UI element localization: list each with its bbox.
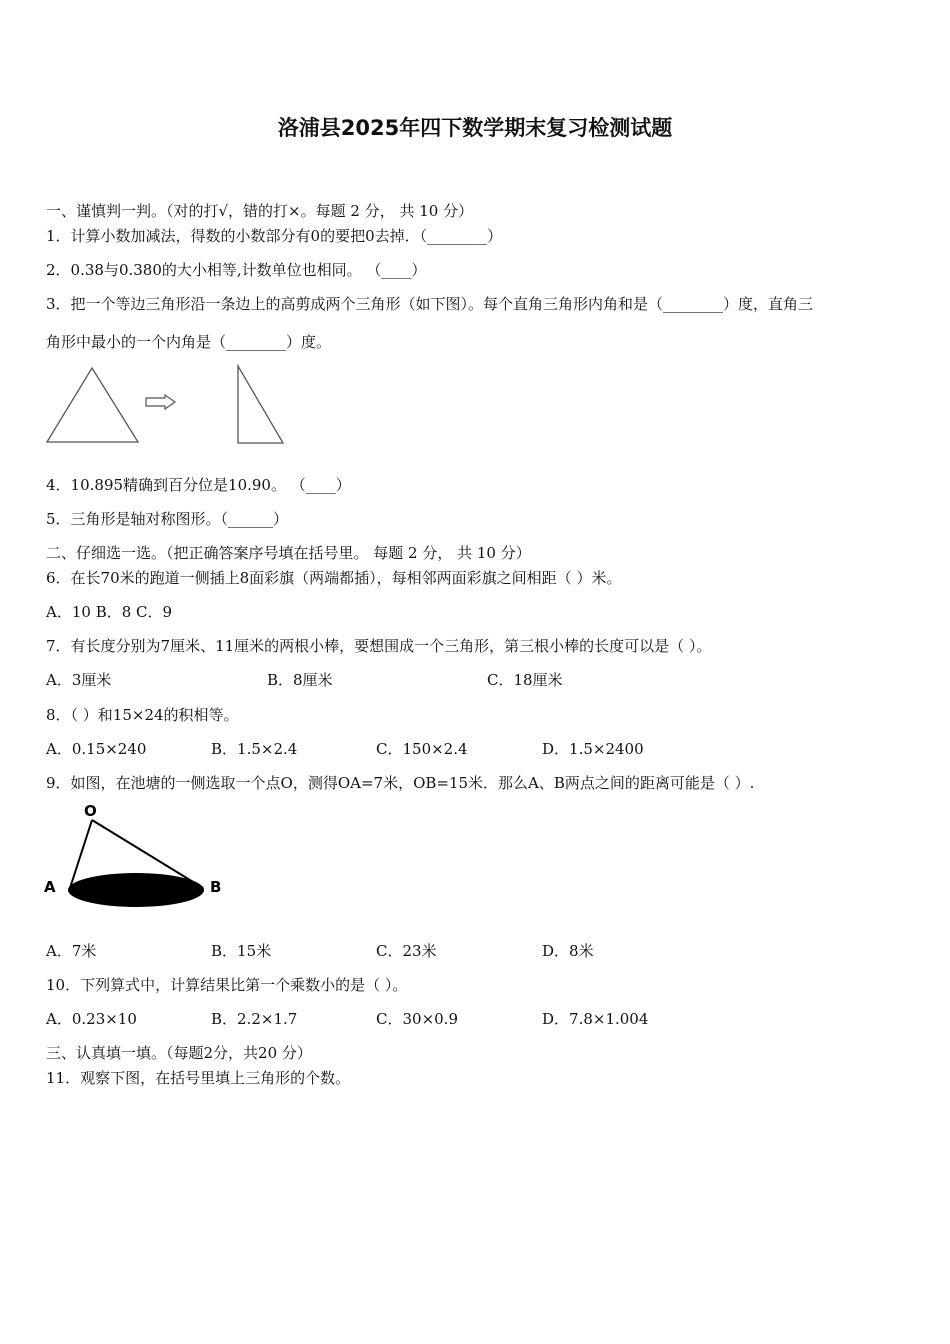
q10-option-c: C．30×0.9 <box>376 1010 458 1028</box>
q8-option-b: B．1.5×2.4 <box>211 740 298 758</box>
section-2-heading: 二、仔细选一选。（把正确答案序号填在括号里。 每题 2 分， 共 10 分） <box>46 544 531 562</box>
point-b-label: B <box>210 878 222 896</box>
q9-option-b: B．15米 <box>211 942 272 960</box>
question-10: 10．下列算式中，计算结果比第一个乘数小的是（ ）。 <box>46 976 408 994</box>
q7-option-b: B．8厘米 <box>267 671 333 689</box>
question-6: 6．在长70米的跑道一侧插上8面彩旗（两端都插），每相邻两面彩旗之间相距（ ）米。 <box>46 569 622 587</box>
right-arrow-icon <box>145 394 177 410</box>
q8-option-a: A．0.15×240 <box>46 740 147 758</box>
question-2: 2．0.38与0.380的大小相等,计数单位也相同。 （____） <box>46 261 427 279</box>
question-3-line-2: 角形中最小的一个内角是（________）度。 <box>46 333 332 351</box>
q10-option-a: A．0.23×10 <box>46 1010 137 1028</box>
q3-equilateral-triangle <box>45 366 140 446</box>
question-3-line-1: 3．把一个等边三角形沿一条边上的高剪成两个三角形（如下图）。每个直角三角形内角和是（________）度，直角三 <box>46 295 814 313</box>
q8-option-c: C．150×2.4 <box>376 740 468 758</box>
q8-option-d: D．1.5×2400 <box>542 740 644 758</box>
point-a-label: A <box>44 878 56 896</box>
q10-option-b: B．2.2×1.7 <box>211 1010 298 1028</box>
question-4: 4．10.895精确到百分位是10.90。 （____） <box>46 476 351 494</box>
q3-right-triangle <box>236 364 286 446</box>
q10-option-d: D．7.8×1.004 <box>542 1010 649 1028</box>
q7-option-a: A．3厘米 <box>46 671 112 689</box>
page-title: 洛浦县2025年四下数学期末复习检测试题 <box>277 116 673 140</box>
question-7: 7．有长度分别为7厘米、11厘米的两根小棒，要想围成一个三角形，第三根小棒的长度可以是（ ）。 <box>46 637 712 655</box>
question-1: 1．计算小数加减法，得数的小数部分有0的要把0去掉．（________） <box>46 227 503 245</box>
q7-option-c: C．18厘米 <box>487 671 563 689</box>
question-9: 9．如图，在池塘的一侧选取一个点O，测得OA=7米，OB=15米．那么A、B两点之间的距离可能是（ ）. <box>46 774 755 792</box>
q9-pond-figure <box>40 800 230 915</box>
section-3-heading: 三、认真填一填。（每题2分，共20 分） <box>46 1044 312 1062</box>
q9-option-c: C．23米 <box>376 942 437 960</box>
q9-option-d: D．8米 <box>542 942 594 960</box>
q9-option-a: A．7米 <box>46 942 97 960</box>
question-8: 8．（ ）和15×24的积相等。 <box>46 706 239 724</box>
question-6-options: A．10 B．8 C．9 <box>46 603 173 621</box>
question-5: 5．三角形是轴对称图形。（______） <box>46 510 289 528</box>
point-o-label: O <box>84 802 97 820</box>
question-11: 11．观察下图，在括号里填上三角形的个数。 <box>46 1069 351 1087</box>
section-1-heading: 一、谨慎判一判。（对的打√，错的打×。每题 2 分， 共 10 分） <box>46 202 474 220</box>
